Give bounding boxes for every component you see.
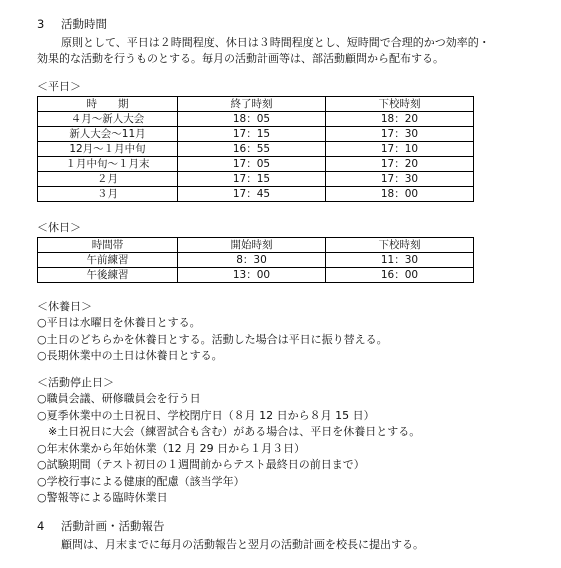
stop-days-note: ※土日祝日に大会（練習試合も含む）がある場合は、平日を休養日とする。 [37,425,421,438]
table-row [38,268,474,283]
period-cell: 12月～１月中旬 [38,142,178,157]
holiday-label: ＜休日＞ [37,221,81,234]
section4-title: 活動計画・活動報告 [61,519,165,533]
rest-days-item: ○平日は水曜日を休養日とする。 [37,316,201,329]
table-row [38,187,474,202]
table-row [38,112,474,127]
section3-paragraph-line2: 効果的な活動を行うものとする。毎月の活動計画等は、部活動顧問から配布する。 [37,52,444,65]
table-row [38,253,474,268]
header-cell: 下校時刻 [326,97,474,112]
holiday-table [37,237,474,283]
leave-time-cell: 18：20 [326,112,474,127]
header-cell: 終了時刻 [178,97,326,112]
rest-days-item: ○長期休業中の土日は休養日とする。 [37,349,223,362]
holiday-header-row [38,238,474,253]
table-row [38,157,474,172]
stop-days-item: ○警報等による臨時休業日 [37,491,168,504]
rest-days-label: ＜休養日＞ [37,300,92,313]
weekday-label: ＜平日＞ [37,80,81,93]
end-time-cell: 17：45 [178,187,326,202]
section3-number: 3 [37,17,45,31]
time-slot-cell: 午前練習 [38,253,178,268]
period-cell: １月中旬～１月末 [38,157,178,172]
table-row [38,172,474,187]
leave-time-cell: 17：20 [326,157,474,172]
section4-number: 4 [37,519,45,533]
start-time-cell: 13：00 [178,268,326,283]
section3-title: 活動時間 [61,17,107,31]
leave-time-cell: 17：30 [326,172,474,187]
table-row [38,142,474,157]
end-time-cell: 17：15 [178,172,326,187]
section4-heading [37,519,165,533]
end-time-cell: 18：05 [178,112,326,127]
section3-paragraph-line1: 原則として、平日は２時間程度、休日は３時間程度とし、短時間で合理的かつ効率的・ [61,36,490,49]
leave-time-cell: 17：10 [326,142,474,157]
leave-time-cell: 16：00 [326,268,474,283]
rest-days-item: ○土日のどちらかを休養日とする。活動した場合は平日に振り替える。 [37,333,388,346]
leave-time-cell: 18：00 [326,187,474,202]
section4-paragraph: 顧問は、月末までに毎月の活動報告と翌月の活動計画を校長に提出する。 [61,538,424,551]
time-slot-cell: 午後練習 [38,268,178,283]
start-time-cell: 8：30 [178,253,326,268]
period-cell: ４月～新人大会 [38,112,178,127]
section3-heading [37,17,107,31]
stop-days-item: ○試験期間（テスト初日の１週間前からテスト最終日の前日まで） [37,458,365,471]
period-cell: ３月 [38,187,178,202]
header-cell: 下校時刻 [326,238,474,253]
stop-days-item: ○年末休業から年始休業（12 月 29 日から１月３日） [37,442,306,455]
table-row [38,127,474,142]
period-cell: 新人大会～11月 [38,127,178,142]
leave-time-cell: 11：30 [326,253,474,268]
end-time-cell: 17：05 [178,157,326,172]
end-time-cell: 17：15 [178,127,326,142]
stop-days-item: ○職員会議、研修職員会を行う日 [37,392,201,405]
period-cell: ２月 [38,172,178,187]
stop-days-item: ○学校行事による健康的配慮（該当学年） [37,475,245,488]
stop-days-label: ＜活動停止日＞ [37,376,114,389]
header-cell: 開始時刻 [178,238,326,253]
header-cell: 時 期 [38,97,178,112]
end-time-cell: 16：55 [178,142,326,157]
header-cell: 時間帯 [38,238,178,253]
weekday-table [37,96,474,202]
stop-days-item: ○夏季休業中の土日祝日、学校閉庁日（８月 12 日から８月 15 日） [37,409,375,422]
leave-time-cell: 17：30 [326,127,474,142]
weekday-header-row [38,97,474,112]
